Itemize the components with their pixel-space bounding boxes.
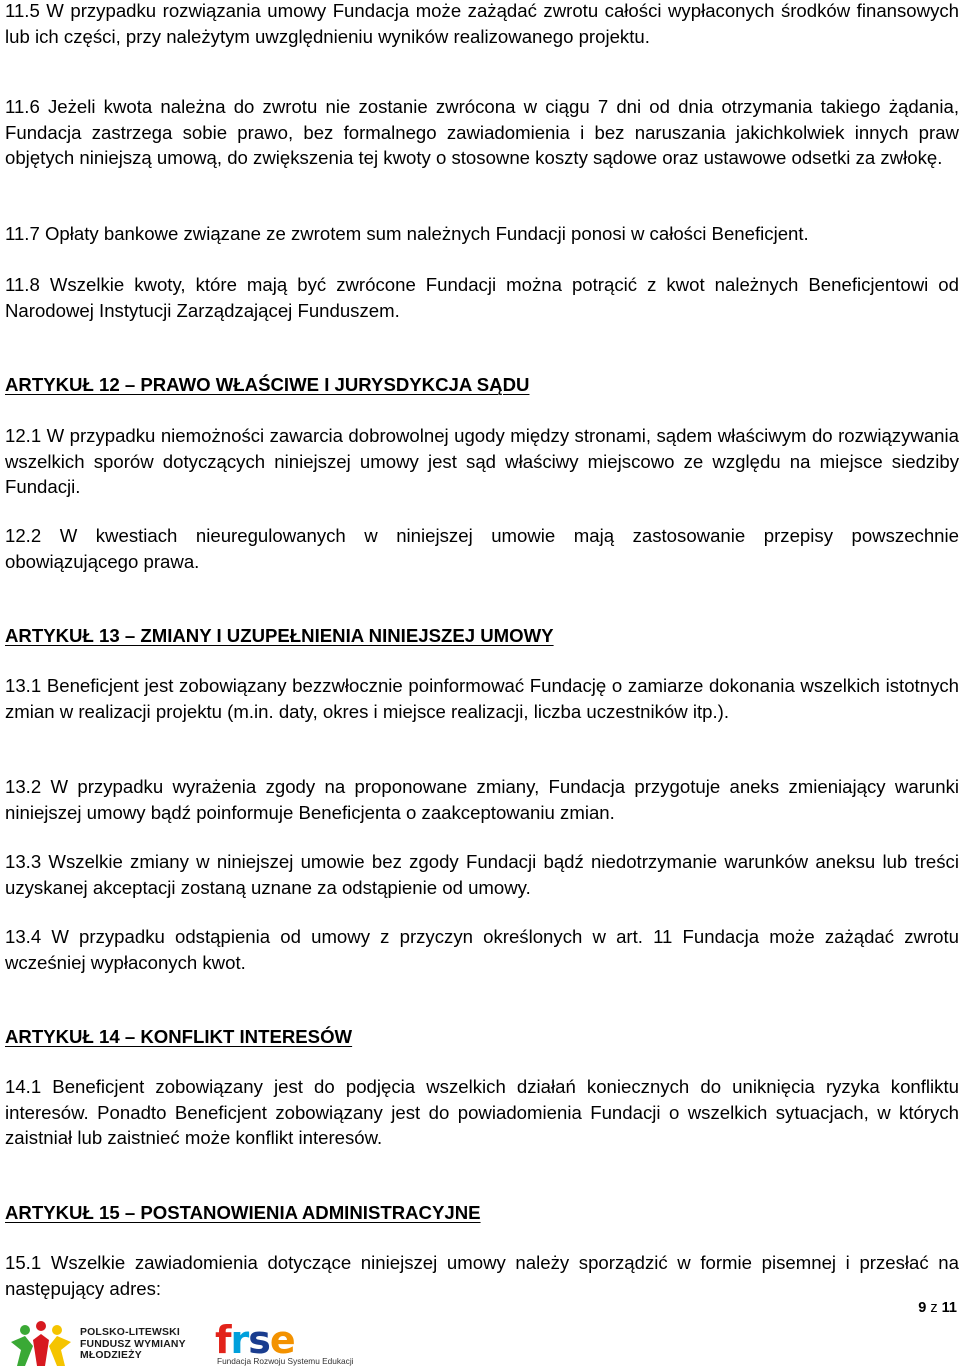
article-13-heading-text: ARTYKUŁ 13 – ZMIANY I UZUPEŁNIENIA NINIEJSZEJ UMOWY bbox=[5, 625, 554, 646]
frse-subtitle: Fundacja Rozwoju Systemu Edukacji bbox=[217, 1356, 354, 1366]
page-number-separator: z bbox=[930, 1300, 938, 1316]
paragraph-11-7: 11.7 Opłaty bankowe związane ze zwrotem sum należnych Fundacji ponosi w całości Beneficjent. bbox=[5, 223, 809, 244]
polish-lithuanian-fund-logo-icon bbox=[5, 1316, 75, 1368]
logo1-line1: POLSKO-LITEWSKI bbox=[80, 1327, 180, 1338]
page-number-total: 11 bbox=[941, 1300, 957, 1316]
paragraph-13-1: 13.1 Beneficjent jest zobowiązany bezzwłocznie poinformować Fundację o zamiarze dokonania wszelkich istotnych zmian w realizacji projektu (m.in. daty, okres i miejsce realizacji, liczba uczestników itp.). bbox=[5, 675, 959, 722]
logo1-text bbox=[80, 1327, 186, 1362]
paragraph-13-3: 13.3 Wszelkie zmiany w niniejszej umowie bez zgody Fundacji bądź niedotrzymanie warunków aneksu lub treści uzyskanej akceptacji zostaną uznane za odstąpienie od umowy. bbox=[5, 851, 959, 898]
article-15-heading-text: ARTYKUŁ 15 – POSTANOWIENIA ADMINISTRACYJNE bbox=[5, 1202, 481, 1223]
frse-letter: f bbox=[215, 1318, 231, 1362]
footer-logos bbox=[5, 1316, 354, 1368]
paragraph-14-1: 14.1 Beneficjent zobowiązany jest do podjęcia wszelkich działań koniecznych do uniknięcia ryzyka konfliktu interesów. Ponadto Beneficjent zobowiązany jest do powiadomienia Fundacji o wszelkich sytuacjach, w których zaistniał lub zaistnieć może konflikt interesów. bbox=[5, 1076, 959, 1149]
article-14-heading-text: ARTYKUŁ 14 – KONFLIKT INTERESÓW bbox=[5, 1026, 353, 1047]
frse-letter: s bbox=[248, 1318, 270, 1362]
paragraph-13-2: 13.2 W przypadku wyrażenia zgody na proponowane zmiany, Fundacja przygotuje aneks zmieniający warunki niniejszej umowy bądź poinformuje Beneficjenta o zaakceptowaniu zmian. bbox=[5, 776, 959, 823]
paragraph-15-1: 15.1 Wszelkie zawiadomienia dotyczące niniejszej umowy należy sporządzić w formie pisemnej i przesłać na następujący adres: bbox=[5, 1252, 959, 1299]
paragraph-11-6: 11.6 Jeżeli kwota należna do zwrotu nie zostanie zwrócona w ciągu 7 dni od dnia otrzymania takiego żądania, Fundacja zastrzega sobie prawo, bez formalnego zawiadomienia i bez naruszania jakichkolwiek innych praw objętych niniejszą umową, do zwiększenia tej kwoty o stosowne koszty sądowe oraz ustawowe odsetki za zwłokę. bbox=[5, 96, 959, 169]
frse-letter: e bbox=[269, 1318, 295, 1362]
paragraph-12-1: 12.1 W przypadku niemożności zawarcia dobrowolnej ugody między stronami, sądem właściwym do rozwiązywania wszelkich sporów dotyczących niniejszej umowy jest sąd właściwy miejscowo ze względu na miejsce siedziby Fundacji. bbox=[5, 425, 959, 498]
page-number bbox=[918, 1300, 957, 1316]
paragraph-11-8: 11.8 Wszelkie kwoty, które mają być zwrócone Fundacji można potrącić z kwot należnych Beneficjentowi od Narodowej Instytucji Zarządzającej Funduszem. bbox=[5, 274, 959, 321]
article-13-heading bbox=[5, 623, 959, 649]
article-12-heading bbox=[5, 372, 959, 398]
frse-letter: r bbox=[230, 1318, 249, 1362]
logo1-line3: MŁODZIEŻY bbox=[80, 1350, 142, 1361]
article-12-heading-text: ARTYKUŁ 12 – PRAWO WŁAŚCIWE I JURYSDYKCJA SĄDU bbox=[5, 374, 530, 395]
paragraph-11-5: 11.5 W przypadku rozwiązania umowy Fundacja może zażądać zwrotu całości wypłaconych środków finansowych lub ich części, przy należytym uwzględnieniu wyników realizowanego projektu. bbox=[5, 0, 959, 47]
article-14-heading bbox=[5, 1024, 959, 1050]
page-number-current: 9 bbox=[918, 1300, 927, 1316]
frse-logo-icon bbox=[215, 1320, 295, 1360]
article-15-heading bbox=[5, 1200, 959, 1226]
logo1-line2: FUNDUSZ WYMIANY bbox=[80, 1338, 186, 1350]
paragraph-13-4: 13.4 W przypadku odstąpienia od umowy z przyczyn określonych w art. 11 Fundacja może zażądać zwrotu wcześniej wypłaconych kwot. bbox=[5, 926, 959, 973]
paragraph-12-2: 12.2 W kwestiach nieuregulowanych w niniejszej umowie mają zastosowanie przepisy powszechnie obowiązującego prawa. bbox=[5, 525, 959, 572]
